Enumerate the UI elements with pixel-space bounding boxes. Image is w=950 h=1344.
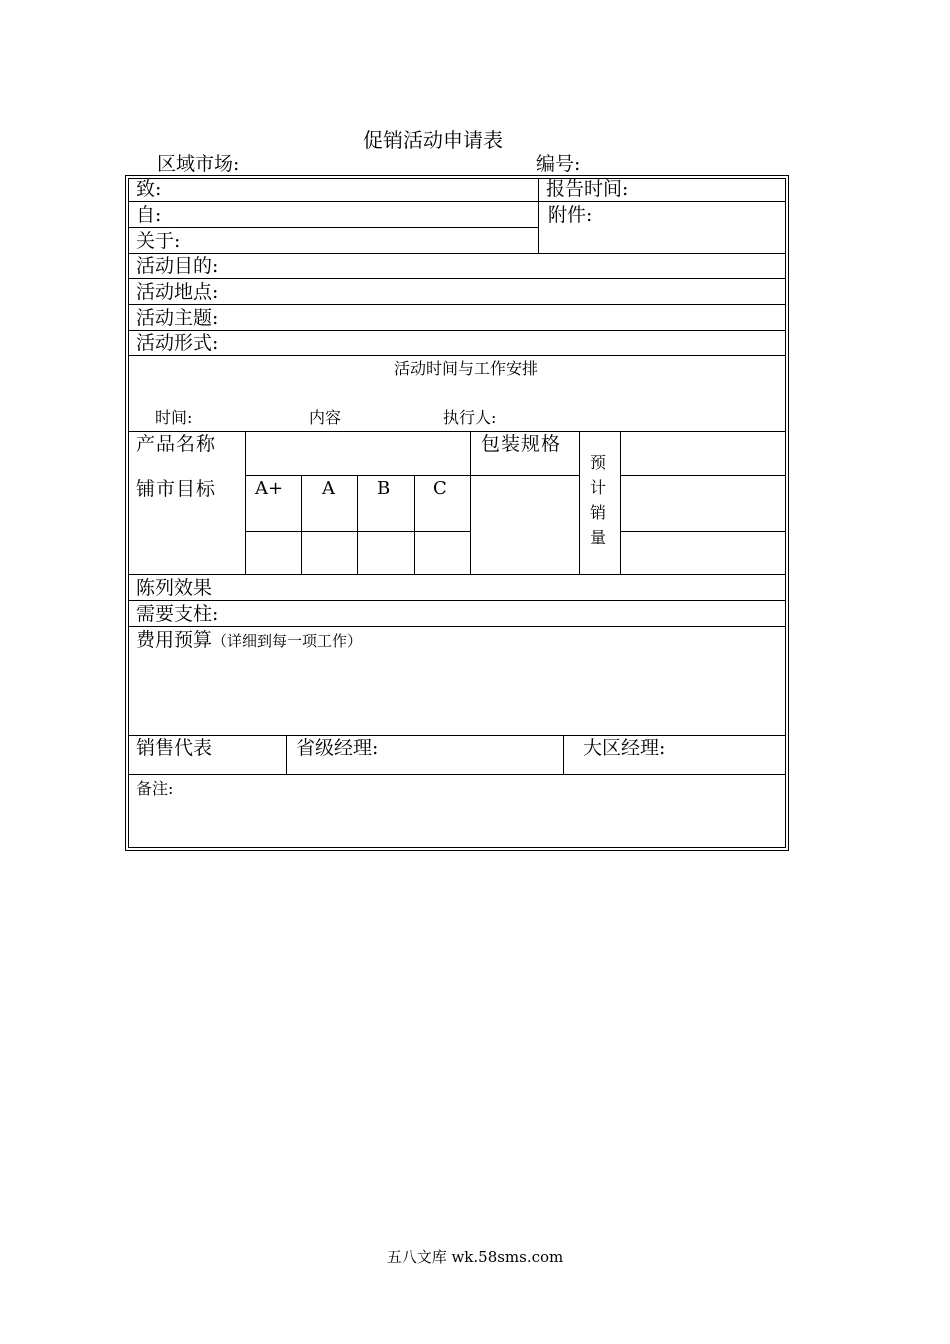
rule-support: [128, 626, 786, 627]
schedule-heading: 活动时间与工作安排: [394, 359, 539, 378]
footer-watermark: 五八文库 wk.58sms.com: [386, 1248, 564, 1266]
sales-rep-label: 销售代表: [136, 737, 213, 759]
divider-header: [538, 178, 539, 253]
rule-from: [128, 227, 538, 228]
rule-report-time: [538, 201, 786, 202]
theme-label: 活动主题:: [136, 307, 219, 329]
package-spec-label: 包装规格: [481, 433, 562, 455]
rule-display: [128, 600, 786, 601]
grade-b: B: [377, 478, 391, 499]
rule-target: [128, 574, 786, 575]
schedule-executor-label: 执行人:: [443, 408, 497, 427]
rule-sales-1: [620, 475, 786, 476]
estimated-sales-label: 预 计 销 量: [589, 453, 606, 547]
about-label: 关于:: [136, 230, 181, 252]
divider-grade-3: [414, 475, 415, 574]
divider-product-label: [245, 431, 246, 574]
budget-note: （详细到每一项工作）: [212, 632, 363, 650]
divider-sig-2: [563, 735, 564, 774]
regional-manager-label: 大区经理:: [583, 737, 666, 759]
divider-sig-1: [286, 735, 287, 774]
rule-theme: [128, 330, 786, 331]
form-title: 促销活动申请表: [363, 128, 503, 152]
to-label: 致:: [136, 178, 162, 200]
region-market-label: 区域市场:: [157, 153, 240, 175]
attachment-label: 附件:: [548, 204, 593, 226]
divider-sales-label-right: [620, 431, 621, 574]
purpose-label: 活动目的:: [136, 255, 219, 277]
remarks-label: 备注:: [136, 779, 174, 798]
rule-budget: [128, 735, 786, 736]
rule-about: [128, 253, 786, 254]
schedule-content-label: 内容: [309, 408, 342, 427]
budget-label: 费用预算（详细到每一项工作）: [136, 629, 363, 651]
location-label: 活动地点:: [136, 281, 219, 303]
grade-a-plus: A+: [255, 478, 284, 499]
rule-package: [470, 475, 580, 476]
rule-to: [128, 201, 538, 202]
form-number-label: 编号:: [536, 153, 581, 175]
grade-c: C: [433, 478, 447, 499]
provincial-manager-label: 省级经理:: [296, 737, 379, 759]
rule-signatures: [128, 774, 786, 775]
support-needed-label: 需要支柱:: [136, 603, 219, 625]
rule-purpose: [128, 278, 786, 279]
rule-location: [128, 304, 786, 305]
schedule-time-label: 时间:: [155, 408, 193, 427]
rule-format: [128, 355, 786, 356]
divider-sales-label-left: [579, 431, 580, 574]
divider-grade-2: [357, 475, 358, 574]
product-name-label: 产品名称: [136, 433, 217, 455]
divider-package: [470, 431, 471, 574]
grade-a: A: [322, 478, 335, 499]
report-time-label: 报告时间:: [546, 178, 629, 200]
divider-grade-1: [301, 475, 302, 574]
display-effect-label: 陈列效果: [136, 577, 213, 599]
market-target-label: 铺市目标: [136, 478, 217, 500]
format-label: 活动形式:: [136, 332, 219, 354]
rule-schedule: [128, 431, 786, 432]
from-label: 自:: [136, 204, 162, 226]
rule-sales-2: [620, 531, 786, 532]
